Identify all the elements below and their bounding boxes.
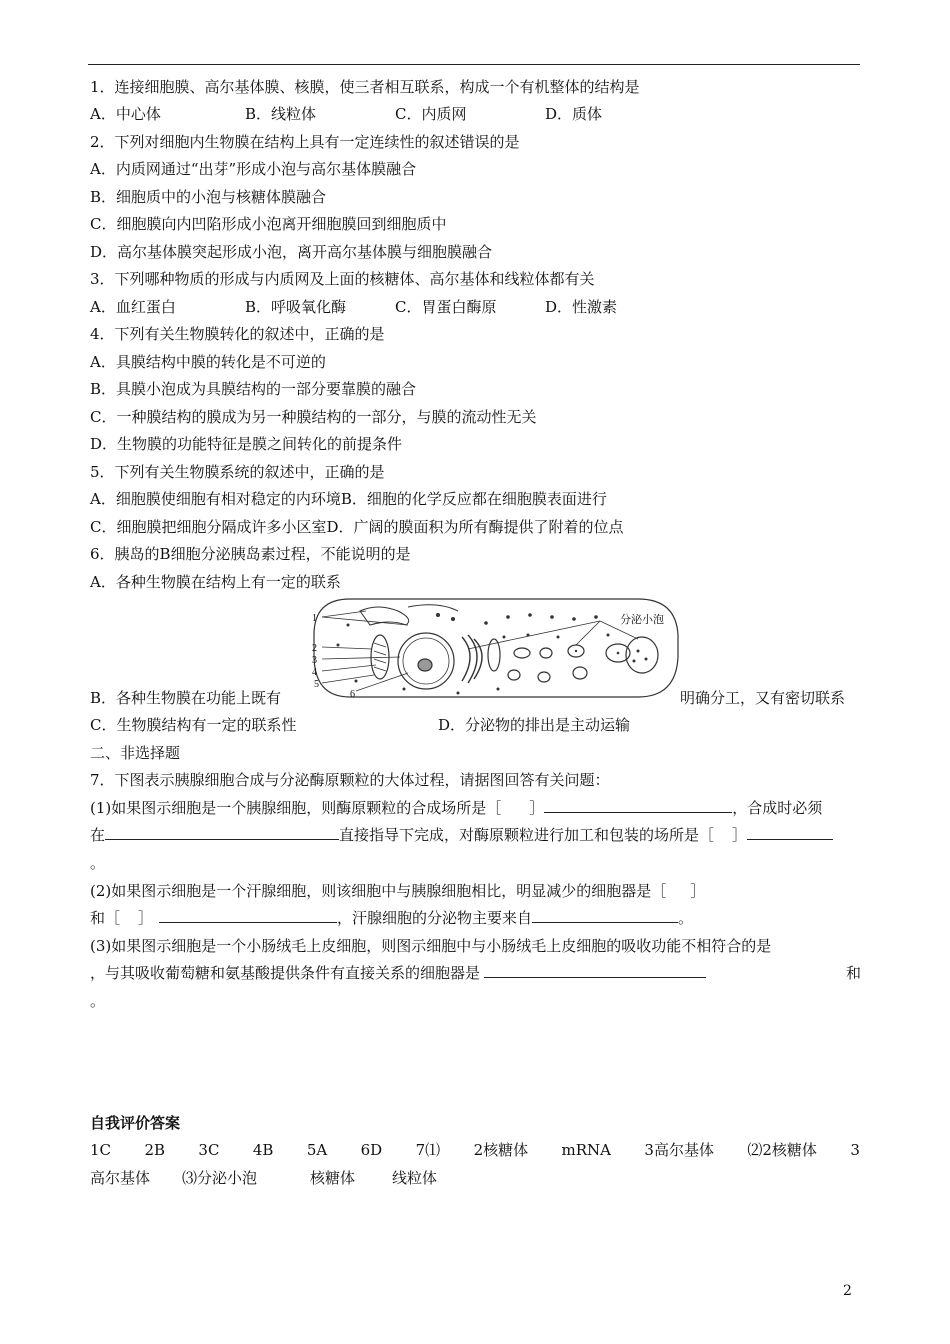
q7-part3-and: 和 (846, 964, 862, 982)
q7-part1-line2: 在 直接指导下完成，对酶原颗粒进行加工和包装的场所是［ ］ (90, 825, 833, 845)
q3-option-c: C．胃蛋白酶原 (395, 298, 497, 316)
q6-option-a: A．各种生物膜在结构上有一定的联系 (90, 573, 341, 591)
q7-part3-line1: (3)如果图示细胞是一个小肠绒毛上皮细胞，则图示细胞中与小肠绒毛上皮细胞的吸收功能不相符合的是 (90, 937, 772, 955)
q1-option-b: B．线粒体 (245, 105, 317, 123)
q1-option-a: A．中心体 (90, 105, 161, 123)
q4-stem: 4．下列有关生物膜转化的叙述中，正确的是 (90, 325, 385, 343)
golgi-outline (462, 635, 482, 683)
answer-blank[interactable] (532, 908, 678, 923)
q2-option-c: C．细胞膜向内凹陷形成小泡离开细胞膜回到细胞质中 (90, 215, 447, 233)
q4-option-c: C．一种膜结构的膜成为另一种膜结构的一部分，与膜的流动性无关 (90, 408, 537, 426)
answer-item: 高尔基体 (90, 1169, 151, 1187)
answer-item: 5A (306, 1141, 328, 1159)
answer-blank[interactable] (105, 825, 339, 840)
answer-item: 4B (252, 1141, 274, 1159)
q4-option-b: B．具膜小泡成为具膜结构的一部分要靠膜的融合 (90, 380, 417, 398)
answer-item: mRNA (561, 1141, 612, 1159)
q1-stem: 1．连接细胞膜、高尔基体膜、核膜，使三者相互联系，构成一个有机整体的结构是 (90, 78, 640, 96)
q6-stem: 6．胰岛的B细胞分泌胰岛素过程，不能说明的是 (90, 545, 411, 563)
q7-part2-line2: 和［ ］ ，汗腺细胞的分泌物主要来自 。 (90, 909, 694, 927)
q3-option-b: B．呼吸氧化酶 (245, 298, 347, 316)
answer-item: ⑵2核糖体 (747, 1141, 817, 1159)
answers-title: 自我评价答案 (90, 1114, 181, 1132)
q2-stem: 2．下列对细胞内生物膜在结构上具有一定连续性的叙述错误的是 (90, 133, 520, 151)
answer-blank[interactable] (484, 963, 706, 978)
figure-label-1: 1 (312, 613, 317, 624)
q7-part1-end: 。 (90, 854, 106, 872)
figure-label-2: 2 (312, 643, 317, 654)
q3-stem: 3．下列哪种物质的形成与内质网及上面的核糖体、高尔基体和线粒体都有关 (90, 270, 595, 288)
q4-option-d: D．生物膜的功能特征是膜之间转化的前提条件 (90, 435, 403, 453)
q6-option-d: D．分泌物的排出是主动运输 (438, 716, 631, 734)
page-number: 2 (843, 1283, 852, 1299)
answer-blank[interactable] (544, 798, 732, 813)
q6-option-b-left: B．各种生物膜在功能上既有 (90, 689, 282, 707)
q6-option-b-right: 明确分工，又有密切联系 (680, 689, 846, 707)
q7-stem: 7．下图表示胰腺细胞合成与分泌酶原颗粒的大体过程，请据图回答有关问题： (90, 771, 610, 789)
q2-option-d: D．高尔基体膜突起形成小泡，离开高尔基体膜与细胞膜融合 (90, 243, 493, 261)
q2-option-b: B．细胞质中的小泡与核糖体膜融合 (90, 188, 327, 206)
q4-option-a: A．具膜结构中膜的转化是不可逆的 (90, 353, 326, 371)
q5-options-cd: C．细胞膜把细胞分隔成许多小区室D．广阔的膜面积为所有酶提供了附着的位点 (90, 518, 624, 536)
answer-item: 2B (144, 1141, 166, 1159)
header-rule (88, 64, 860, 65)
figure-label-3: 3 (312, 655, 317, 666)
q6-option-c: C．生物膜结构有一定的联系性 (90, 716, 297, 734)
q3-option-a: A．血红蛋白 (90, 298, 176, 316)
q3-option-d: D．性激素 (545, 298, 618, 316)
answer-item: 6D (360, 1141, 383, 1159)
q1-option-c: C．内质网 (395, 105, 467, 123)
secretory-vesicle-outline (626, 637, 658, 673)
answer-item: 7⑴ (415, 1141, 441, 1159)
q7-part3-line2: ，与其吸收葡萄糖和氨基酸提供条件有直接关系的细胞器是 (90, 963, 706, 983)
answer-item: 2核糖体 (473, 1141, 529, 1159)
figure-label-4: 4 (312, 667, 317, 678)
answer-blank[interactable] (747, 825, 833, 840)
answer-item: 3 (850, 1141, 860, 1159)
figure-label-secretory-vesicle: 分泌小泡 (620, 614, 664, 626)
answer-item: 线粒体 (392, 1169, 438, 1187)
answer-blank[interactable] (159, 908, 337, 923)
answer-item: 1C (90, 1141, 112, 1159)
q5-stem: 5．下列有关生物膜系统的叙述中，正确的是 (90, 463, 385, 481)
q1-option-d: D．质体 (545, 105, 603, 123)
answer-item: 3C (198, 1141, 220, 1159)
q5-options-ab: A．细胞膜使细胞有相对稳定的内环境B．细胞的化学反应都在细胞膜表面进行 (90, 490, 607, 508)
answer-item: 核糖体 (310, 1169, 356, 1187)
figure-label-6: 6 (350, 689, 355, 700)
q7-part2-line1: (2)如果图示细胞是一个汗腺细胞，则该细胞中与胰腺细胞相比，明显减少的细胞器是［ ］ (90, 882, 706, 900)
figure-label-5: 5 (314, 679, 319, 690)
q7-part1-line1: (1)如果图示细胞是一个胰腺细胞，则酶原颗粒的合成场所是［ ］ ，合成时必须 (90, 799, 823, 817)
answer-item: 3高尔基体 (644, 1141, 714, 1159)
cell-diagram-figure (308, 595, 680, 701)
q2-option-a: A．内质网通过“出芽”形成小泡与高尔基体膜融合 (90, 160, 417, 178)
q7-part3-end: 。 (90, 992, 106, 1010)
answers-line-1 (90, 1140, 860, 1160)
answer-item: ⑶分泌小泡 (182, 1169, 258, 1187)
section-heading: 二、非选择题 (90, 744, 181, 762)
